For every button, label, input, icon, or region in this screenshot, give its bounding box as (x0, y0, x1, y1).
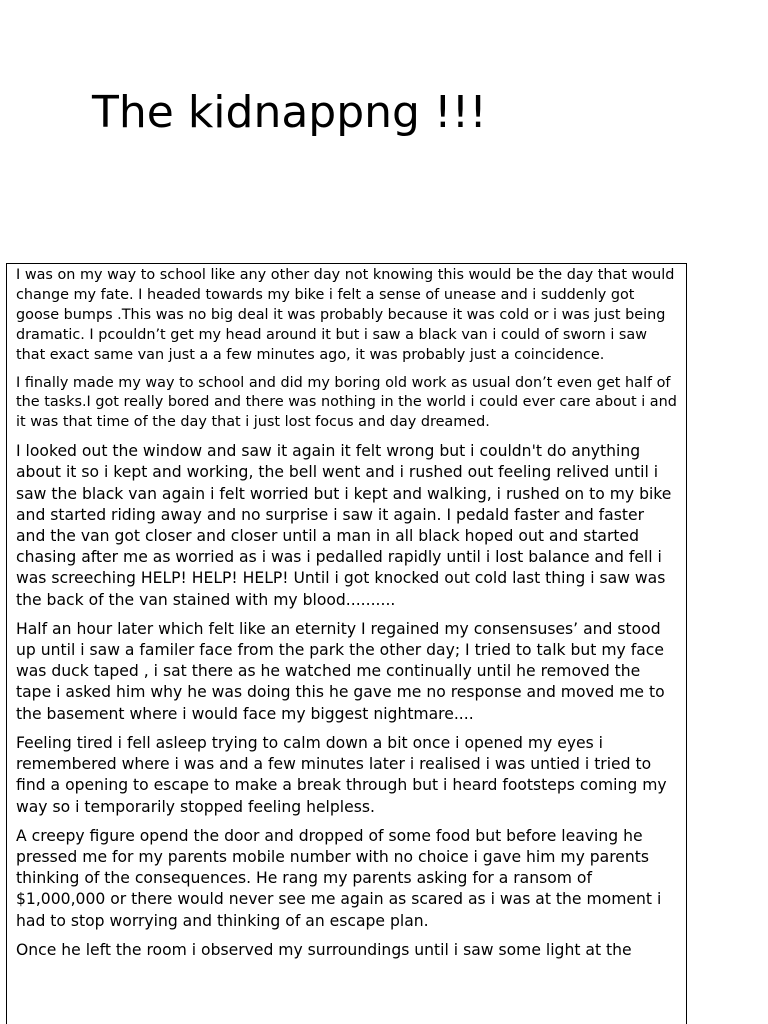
story-paragraph-4: Half an hour later which felt like an eternity I regained my consensuses’ and stood up until i saw a familer face from the park the other day; I tried to talk but my face was duck taped , i sat there as he watched me continually until he removed the tape i asked him why he was doing this he gave me no response and moved me to the basement where i would face my biggest nightmare.... (16, 619, 665, 723)
story-paragraph-6: A creepy figure opend the door and dropped of some food but before leaving he pressed me for my parents mobile number with no choice i gave him my parents thinking of the consequences. He rang my parents asking for a ransom of $1,000,000 or there would never see me again as scared as i was at the moment i had to stop worrying and thinking of an escape plan. (16, 826, 662, 930)
story-paragraph-1: I was on my way to school like any other day not knowing this would be the day that would change my fate. I headed towards my bike i felt a sense of unease and i suddenly got goose bumps .This was no big deal it was probably because it was cold or i was just being dramatic. I pcouldn’t get my head around it but i saw a black van i could of sworn i saw that exact same van just a a few minutes ago, it was probably just a coincidence. (16, 267, 675, 363)
story-paragraph-7: Once he left the room i observed my surroundings until i saw some light at the (16, 940, 632, 959)
story-text-box (6, 263, 687, 1024)
story-paragraph-3: I looked out the window and saw it again it felt wrong but i couldn't do anything about it so i kept and working, the bell went and i rushed out feeling relived until i saw the black van again i felt worried but i kept and walking, i rushed on to my bike and started riding away and no surprise i saw it again. I pedald faster and faster and the van got closer and closer until a man in all black hoped out and started chasing after me as worried as i was i pedalled rapidly until i lost balance and fell i was screeching HELP! HELP! HELP! Until i got knocked out cold last thing i saw was the back of the van stained with my blood.......... (16, 442, 672, 609)
story-paragraph-2: I finally made my way to school and did my boring old work as usual don’t even get half of the tasks.I got really bored and there was nothing in the world i could ever care about i and it was that time of the day that i just lost focus and day dreamed. (16, 374, 677, 431)
page-title: The kidnappng !!! (92, 87, 487, 138)
story-paragraph-5: Feeling tired i fell asleep trying to calm down a bit once i opened my eyes i remembered where i was and a few minutes later i realised i was untied i tried to find a opening to escape to make a break through but i heard footsteps coming my way so i temporarily stopped feeling helpless. (16, 733, 667, 816)
